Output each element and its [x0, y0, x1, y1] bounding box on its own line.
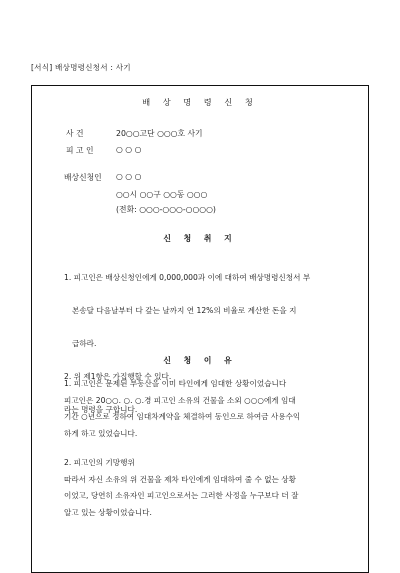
applicant-name: ○ ○ ○: [116, 172, 142, 181]
applicant-label: 배상신청인: [64, 173, 102, 182]
document-title: 배 상 명 령 신 청: [142, 97, 258, 107]
purpose-line-1c: 급하라.: [72, 338, 97, 348]
reasons-heading: 신 청 이 유: [163, 356, 237, 365]
purpose-heading: 신 청 취 지: [163, 234, 237, 243]
applicant-address: ○○시 ○○구 ○○동 ○○○: [116, 190, 208, 199]
case-label: 사 건: [66, 129, 84, 138]
applicant-phone: (전화: ○○○-○○○-○○○○): [116, 205, 216, 214]
reasons-paragraph-2: 2. 피고인의 기망행위 따라서 자신 소유의 위 건물을 제차 타인에게 임대하여 줄 수 없는 상황 이었고, 당연히 소유자인 피고인으로서는 그러한 사정을 누구보다 더 잘 알고 있는 상황이었습니다.: [64, 458, 299, 517]
form-label: [서식] 배상명령신청서 : 사기: [31, 63, 131, 72]
purpose-line-1b: 본송달 다음날부터 다 갚는 날까지 연 12%의 비율로 계산한 돈을 지: [72, 305, 297, 315]
reasons-paragraph-1: 1. 피고인은 문제된 부동산을 이미 타인에게 임대한 상황이었습니다 피고인은 20○○. ○. ○.경 피고인 소유의 건물을 소외 ○○○에게 임대 기간 ○년으로 정하여 임대차계약을 체결하여 동인으로 하여금 사용수익 하게 하고 있었습니다.: [64, 379, 301, 438]
defendant-label: 피 고 인: [66, 146, 94, 155]
purpose-line-3: 라는 명령을 구합니다.: [64, 404, 138, 414]
case-value: 20○○고단 ○○○호 사기: [116, 129, 203, 138]
purpose-line-2: 2. 위 제1항은 가집행할 수 있다.: [64, 371, 172, 381]
purpose-line-1: 1. 피고인은 배상신청인에게 0,000,000과 이에 대하여 배상명령신청서 부: [64, 272, 311, 282]
defendant-value: ○ ○ ○: [116, 145, 142, 154]
